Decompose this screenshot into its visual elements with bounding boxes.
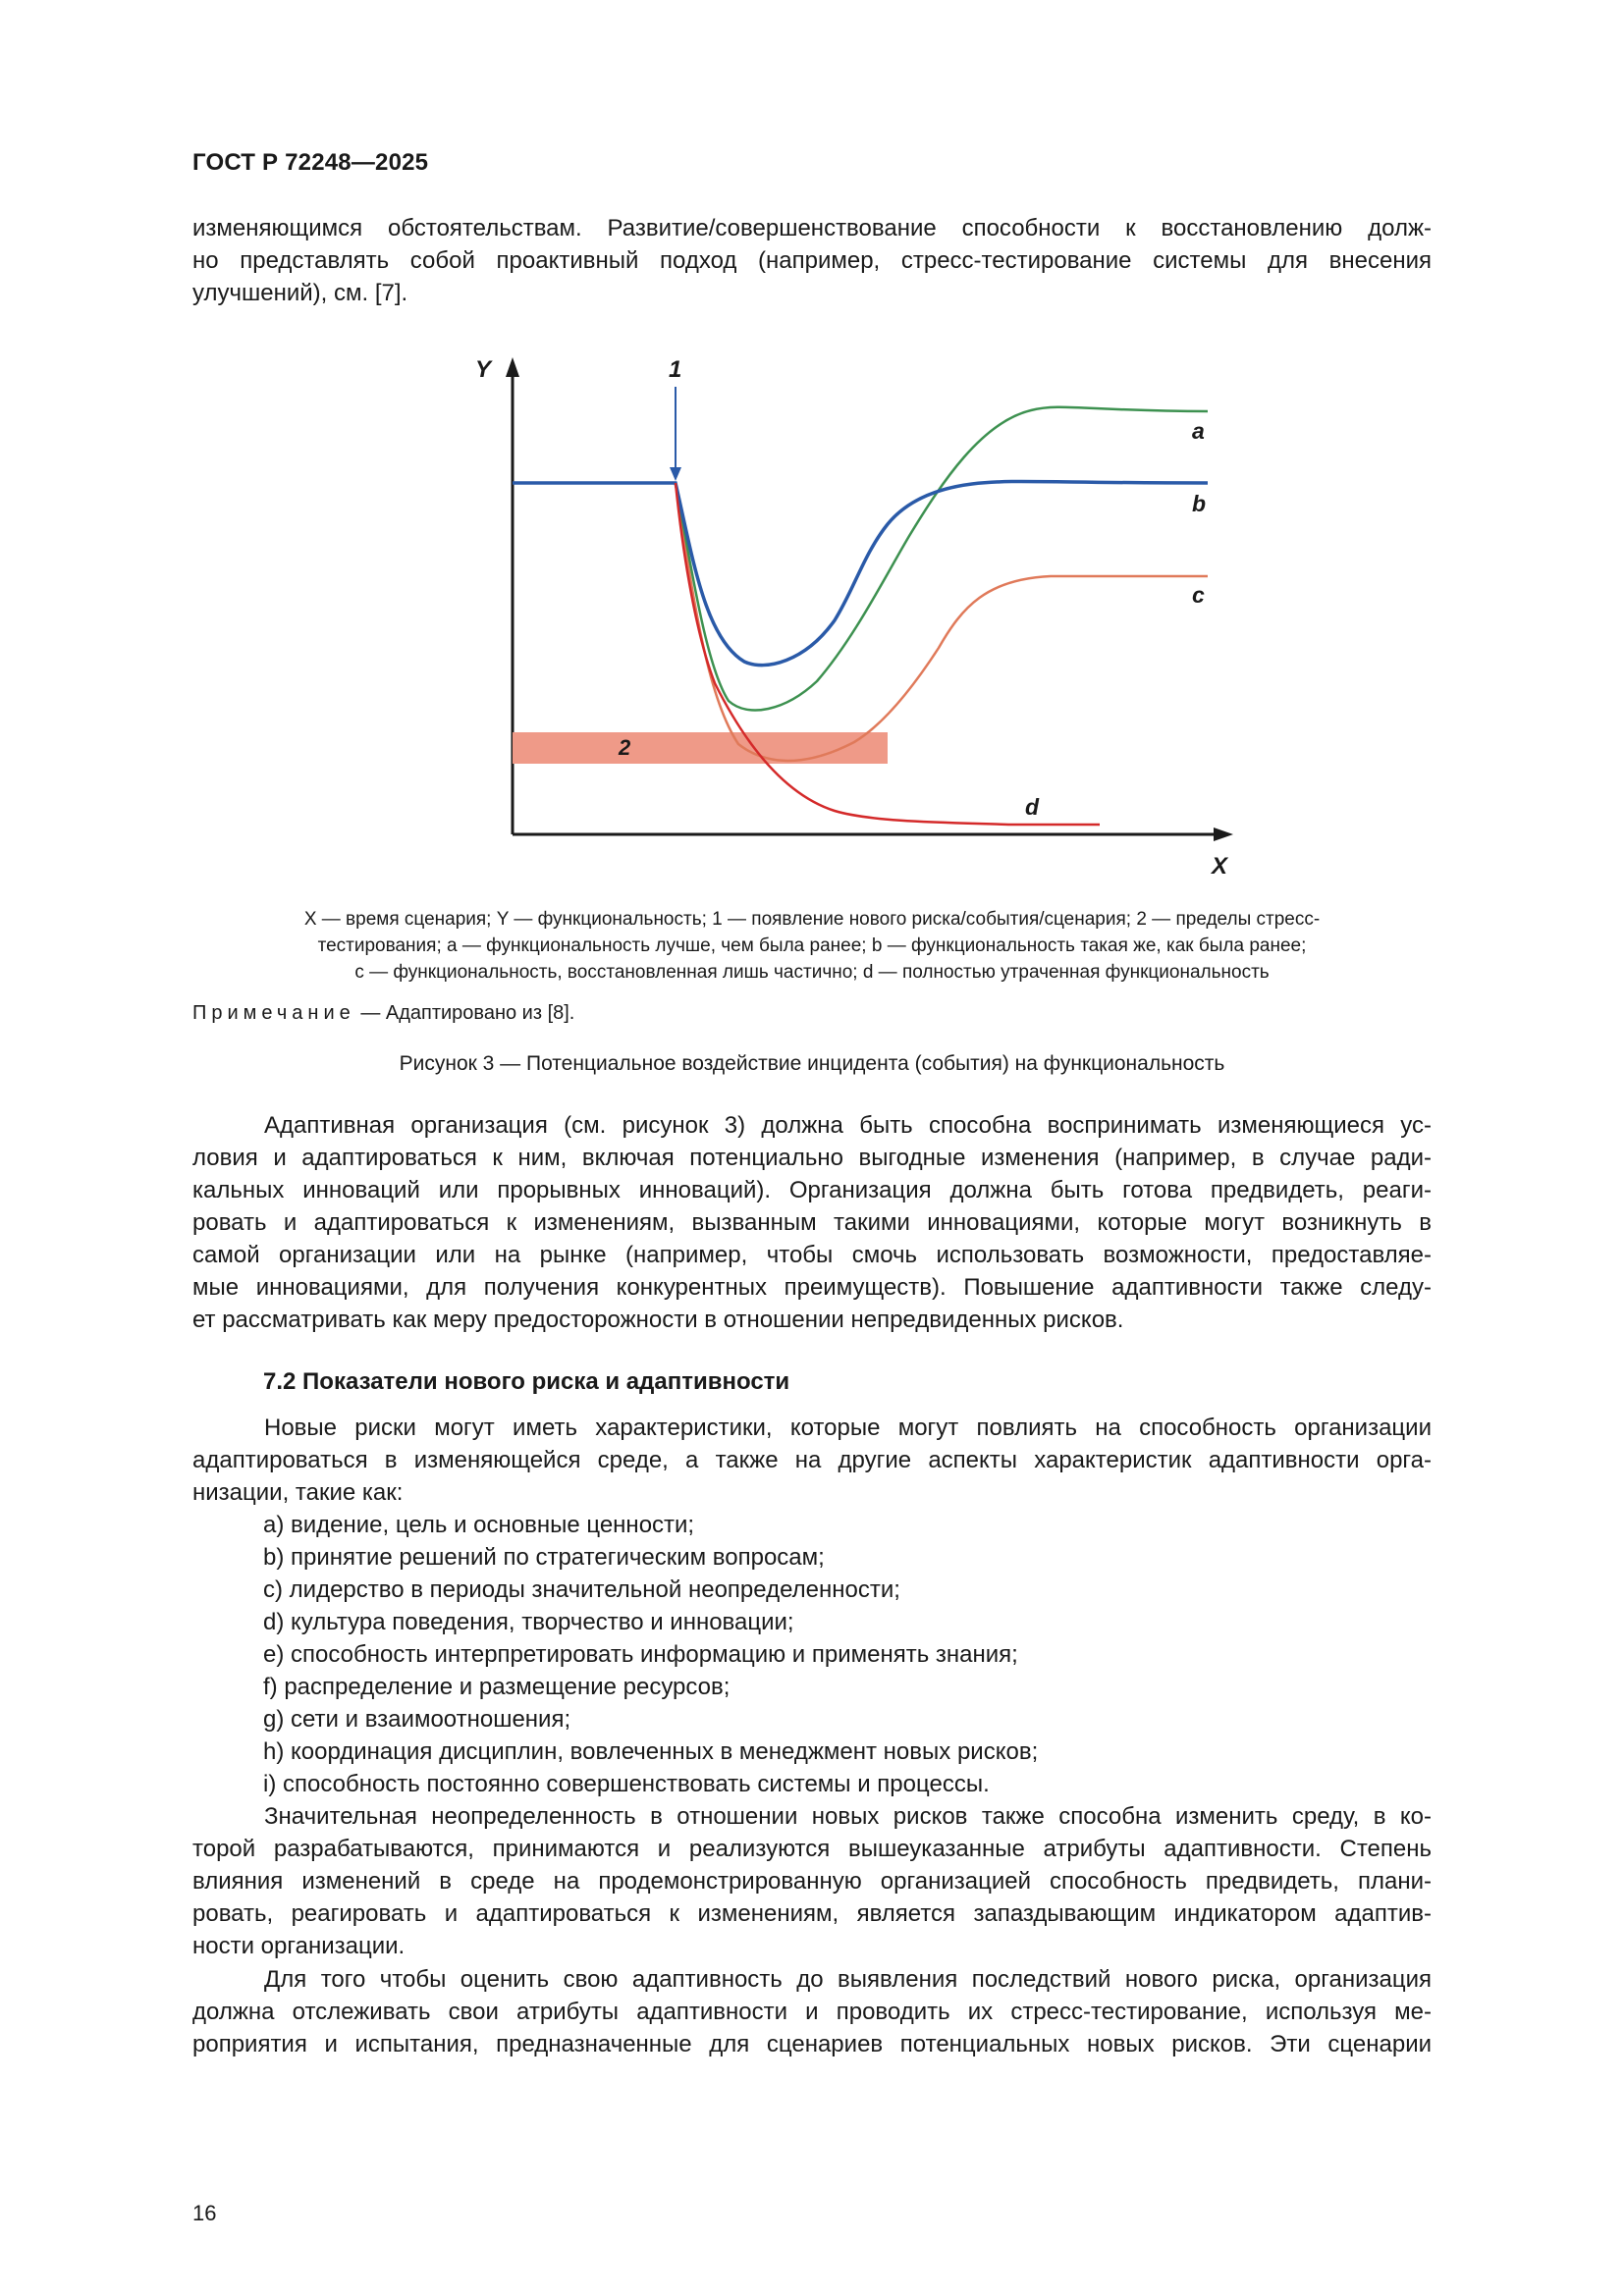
list-item: g) сети и взаимоотношения; [263,1706,571,1733]
section-heading: 7.2 Показатели нового риска и адаптивности [263,1368,790,1395]
paragraph-line: торой разрабатываются, принимаются и реализуются вышеуказанные атрибуты адаптивности. Степень [192,1836,1432,1862]
intro-line: но представлять собой проактивный подход (например, стресс-тестирование системы для внесения [192,247,1432,274]
paragraph-line: низации, такие как: [192,1479,404,1506]
y-axis-arrowhead [506,357,519,377]
list-item: d) культура поведения, творчество и инновации; [263,1609,794,1635]
paragraph-line: ровать и адаптироваться к изменениям, вызванным такими инновациями, которые могут возникнуть в [192,1209,1432,1236]
paragraph-line: ловия и адаптироваться к ним, включая потенциально выгодные изменения (например, в случае ради- [192,1145,1432,1171]
paragraph-line: ет рассматривать как меру предосторожности в отношении непредвиденных рисков. [192,1307,1124,1333]
figure-legend-line: тестирования; a — функциональность лучше, чем была ранее; b — функциональность такая же, как была ранее; [317,935,1307,956]
intro-line: улучшений), см. [7]. [192,280,408,306]
curve-b [513,481,1208,665]
uncertainty-paragraph [192,1800,1432,1962]
page-number: 16 [192,2201,217,2225]
paragraph-line: ности организации. [192,1933,406,1959]
risks-paragraph [192,1412,1432,1509]
curve-c [676,483,1208,761]
event-label: 1 [669,356,682,383]
paragraph-line: роприятия и испытания, предназначенные для сценариев потенциальных новых рисков. Эти сценарии [192,2031,1432,2057]
figure-note [192,1002,574,1025]
list-item: c) лидерство в периоды значительной неопределенности; [263,1576,900,1603]
paragraph-line: самой организации или на рынке (например, чтобы смочь использовать возможности, предоставляе- [192,1242,1432,1268]
stress-test-band [513,732,888,764]
curve-d [676,483,1100,825]
event-arrowhead [670,467,681,481]
figure-legend-line: c — функциональность, восстановленная лишь частично; d — полностью утраченная функциональность [354,962,1270,983]
list-item: b) принятие решений по стратегическим вопросам; [263,1544,825,1571]
list-item: i) способность постоянно совершенствовать системы и процессы. [263,1771,990,1797]
paragraph-line: кальных инноваций или прорывных инноваций). Организация должна быть готова предвидеть, реаги- [192,1177,1432,1203]
paragraph-line: влияния изменений в среде на продемонстрированную организацией способность предвидеть, плани- [192,1868,1432,1895]
figure-caption: Рисунок 3 — Потенциальное воздействие инцидента (события) на функциональность [399,1052,1225,1075]
document-header: ГОСТ Р 72248—2025 [192,149,429,176]
figure-3-chart [461,344,1247,893]
paragraph-line: мые инновациями, для получения конкурентных преимуществ). Повышение адаптивности также следу- [192,1274,1432,1301]
intro-line: изменяющимся обстоятельствам. Развитие/совершенствование способности к восстановлению долж- [192,215,1432,241]
list-item: f) распределение и размещение ресурсов; [263,1674,731,1700]
assess-paragraph [192,1963,1432,2060]
band-label: 2 [619,735,631,760]
paragraph-line: ровать, реагировать и адаптироваться к изменениям, является запаздывающим индикатором адаптив- [192,1900,1432,1927]
list-item: h) координация дисциплин, вовлеченных в менеджмент новых рисков; [263,1738,1039,1765]
y-axis-label: Y [475,356,492,383]
figure-legend-line: X — время сценария; Y — функциональность; 1 — появление нового риска/события/сценария; 2 — пределы стресс- [303,909,1321,930]
curve-a-label: a [1192,418,1205,444]
note-text: — Адаптировано из [8]. [354,1002,575,1024]
curve-c-label: c [1192,582,1205,608]
paragraph-line: Для того чтобы оценить свою адаптивность до выявления последствий нового риска, организация [264,1966,1432,1993]
paragraph-line: Адаптивная организация (см. рисунок 3) должна быть способна воспринимать изменяющиеся ус- [264,1112,1432,1139]
paragraph-line: должна отслеживать свои атрибуты адаптивности и проводить их стресс-тестирование, используя ме- [192,1999,1432,2025]
x-axis-label: X [1212,853,1228,880]
curve-d-label: d [1025,794,1040,820]
adaptive-paragraph [192,1109,1432,1336]
x-axis-arrowhead [1214,828,1233,841]
paragraph-line: Значительная неопределенность в отношении новых рисков также способна изменить среду, в ко- [264,1803,1432,1830]
paragraph-line: адаптироваться в изменяющейся среде, а также на другие аспекты характеристик адаптивности орга- [192,1447,1432,1473]
paragraph-line: Новые риски могут иметь характеристики, которые могут повлиять на способность организации [264,1415,1432,1441]
list-item: e) способность интерпретировать информацию и применять знания; [263,1641,1018,1668]
curve-b-label: b [1192,491,1207,516]
intro-paragraph [192,212,1432,309]
note-label: Примечание [192,1002,355,1024]
list-item: a) видение, цель и основные ценности; [263,1512,695,1538]
